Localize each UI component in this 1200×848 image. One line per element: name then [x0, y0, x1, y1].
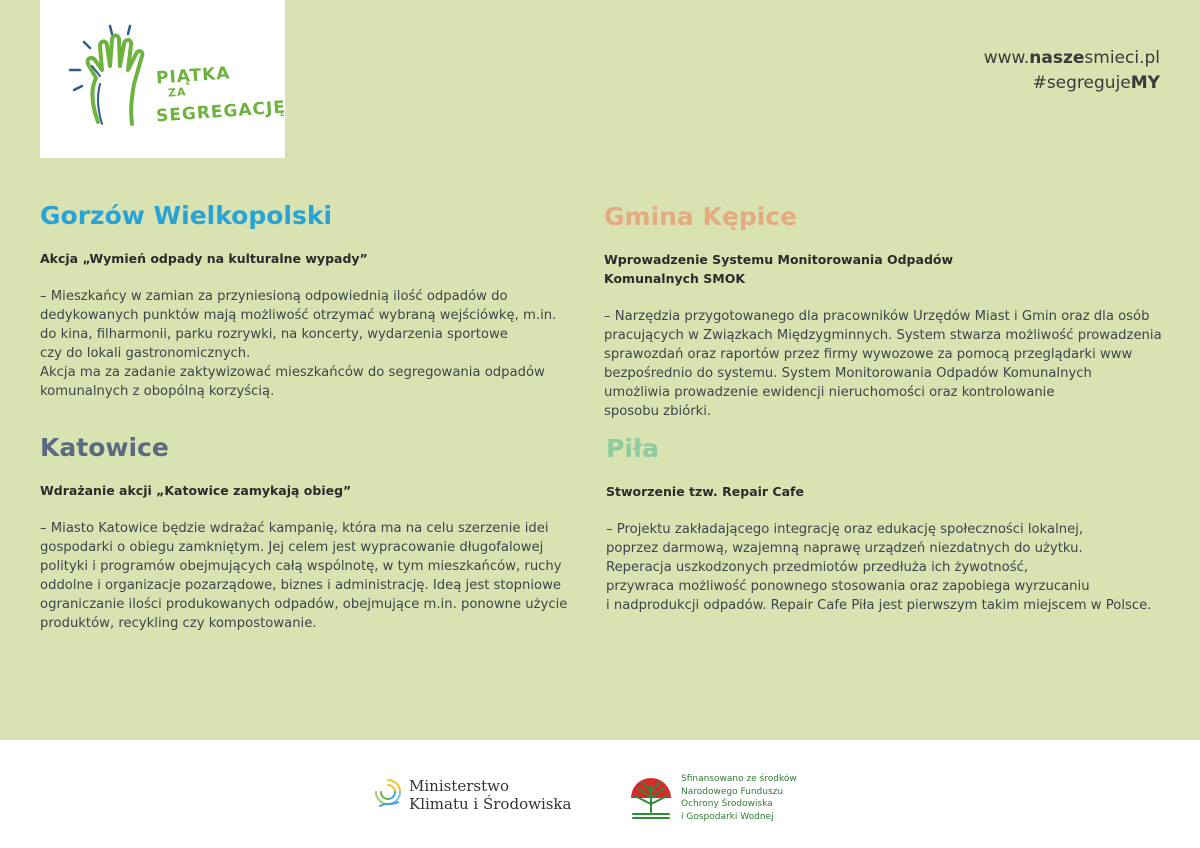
logo-line-1: PIĄTKA: [155, 63, 232, 89]
section-gorzow: [40, 201, 600, 401]
site-url[interactable]: www.naszesmieci.pl: [983, 48, 1160, 68]
section-title: Katowice: [40, 433, 169, 462]
logo-line-3: SEGREGACJĘ: [155, 97, 287, 127]
ministry-name: [409, 777, 571, 813]
nfosigw-emblem-icon: [628, 770, 674, 822]
section-subtitle: Wdrażanie akcji „Katowice zamykają obieg”: [40, 483, 352, 498]
footer: [0, 740, 1200, 848]
section-subtitle: Akcja „Wymień odpady na kulturalne wypady”: [40, 251, 368, 266]
ministry-line-1: Ministerstwo: [409, 777, 509, 795]
funding-note: [681, 773, 797, 823]
section-kepice: [604, 202, 1164, 421]
campaign-logo: [40, 0, 285, 158]
section-subtitle: Stworzenie tzw. Repair Cafe: [606, 484, 804, 499]
section-body: – Miasto Katowice będzie wdrażać kampanię, która ma na celu szerzenie idei gospodarki o obiegu zamkniętym. Jej celem jest wypracowanie długofalowej polityki i programów obejmujących całą wspólnotę, w tym mieszkańców, ruchy oddolne i organizacje pozarządowe, biznes i administrację. Ideą jest stopniowe ograniczanie ilości produkowanych odpadów, obejmujące m.in. ponowne użycie produktów, recykling czy kompostowanie.: [40, 521, 568, 631]
funding-text: Sfinansowano ze środków Narodowego Funduszu Ochrony Środowiska i Gospodarki Wodnej: [681, 774, 797, 822]
section-body: – Mieszkańcy w zamian za przyniesioną odpowiednią ilość odpadów do dedykowanych punktów mają możliwość otrzymać wybraną wejściówkę, m.in. do kina, filharmonii, parku rozrywki, na koncerty, wydarzenia sportowe czy do lokali gastronomicznych. Akcja ma za zadanie zaktywizować mieszkańców do segregowania odpadów komunalnych z obopólną korzyścią.: [40, 289, 557, 399]
logo-line-2: ZA: [167, 85, 187, 100]
section-title: Gmina Kępice: [604, 202, 798, 231]
section-katowice: [40, 433, 600, 633]
section-pila: [606, 434, 1166, 615]
section-body: – Projektu zakładającego integrację oraz edukację społeczności lokalnej, poprzez darmową, wzajemną naprawę urządzeń niezdatnych do użytku. Reperacja uszkodzonych przedmiotów przedłuża ich żywotność, przywraca możliwość ponownego stosowania oraz zapobiega wyrzucaniu i nadprodukcji odpadów. Repair Cafe Piła jest pierwszym takim miejscem w Polsce.: [606, 522, 1152, 613]
hashtag: #segregujeMY: [1032, 73, 1160, 93]
ministry-emblem-icon: [372, 776, 404, 810]
section-body: – Narzędzia przygotowanego dla pracowników Urzędów Miast i Gmin oraz dla osób pracujących w Związkach Międzygminnych. System stwarza możliwość prowadzenia sprawozdań oraz raportów przez firmy wywozowe za pomocą przeglądarki www bezpośrednio do systemu. System Monitorowania Odpadów Komunalnych umożliwia prowadzenie ewidencji nieruchomości oraz kontrolowanie sposobu zbiórki.: [604, 309, 1162, 419]
section-title: Piła: [606, 434, 660, 463]
section-title: Gorzów Wielkopolski: [40, 201, 333, 230]
site-info: [984, 46, 1160, 96]
ministry-line-2: Klimatu i Środowiska: [409, 795, 572, 813]
section-subtitle: Wprowadzenie Systemu Monitorowania Odpadów Komunalnych SMOK: [604, 252, 954, 286]
